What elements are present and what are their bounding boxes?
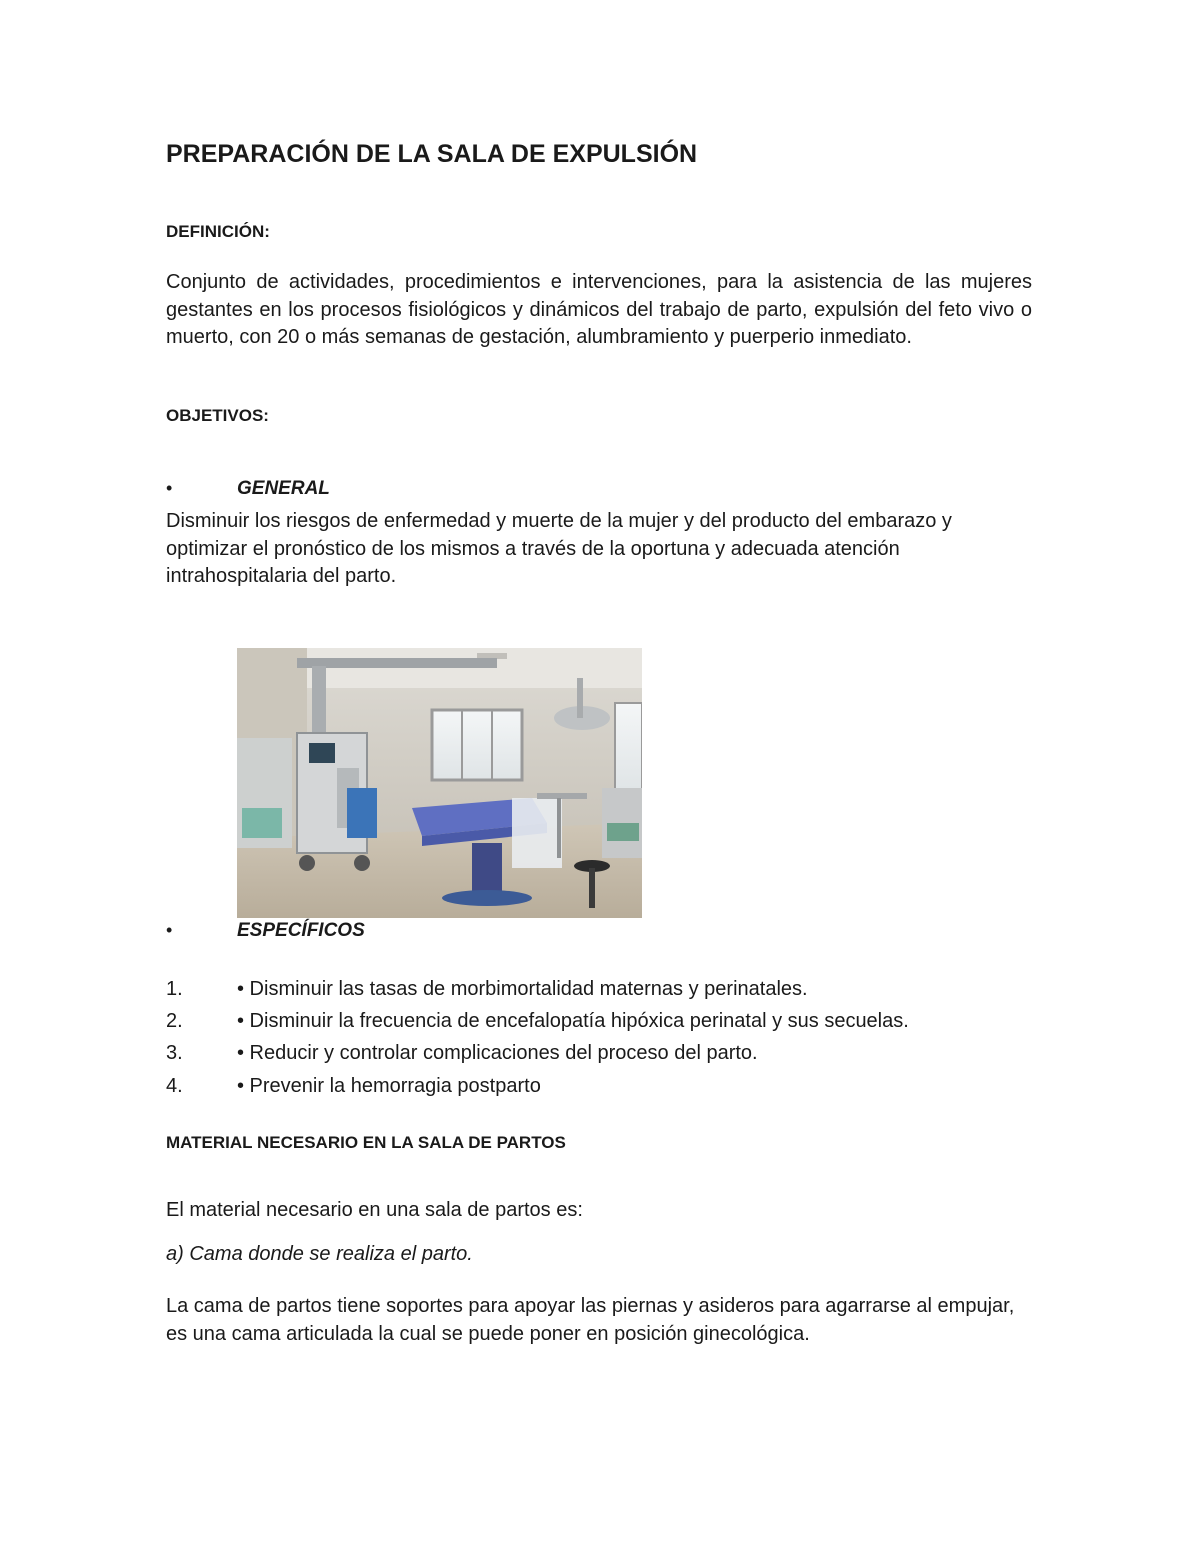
delivery-room-photo bbox=[237, 648, 642, 918]
objectives-heading: OBJETIVOS: bbox=[166, 406, 269, 425]
general-bullet-row bbox=[166, 478, 566, 504]
general-paragraph: Disminuir los riesgos de enfermedad y muerte de la mujer y del producto del embarazo y optimizar el pronóstico de los mismos a través de la oportuna y adecuada atención intrahospitalaria del parto. bbox=[166, 510, 952, 587]
list-number: 3. bbox=[166, 1042, 183, 1064]
document-title: PREPARACIÓN DE LA SALA DE EXPULSIÓN bbox=[166, 140, 698, 168]
general-label: GENERAL bbox=[237, 478, 330, 499]
list-text: • Reducir y controlar complicaciones del proceso del parto. bbox=[237, 1042, 758, 1064]
material-item-a-paragraph: La cama de partos tiene soportes para apoyar las piernas y asideros para agarrarse al empujar, es una cama articulada la cual se puede poner en posición ginecológica. bbox=[166, 1295, 1015, 1345]
list-item bbox=[166, 1075, 1066, 1101]
definition-heading: DEFINICIÓN: bbox=[166, 222, 270, 241]
list-number: 2. bbox=[166, 1010, 183, 1032]
definition-paragraph: Conjunto de actividades, procedimientos e intervenciones, para la asistencia de las mujeres gestantes en los procesos fisiológicos y dinámicos del trabajo de parto, expulsión del feto vivo o muerto, con 20 o más semanas de gestación, alumbramiento y puerperio inmediato. bbox=[166, 271, 1032, 348]
list-item bbox=[166, 1042, 1066, 1068]
list-item bbox=[166, 978, 1066, 1004]
list-text: • Disminuir la frecuencia de encefalopatía hipóxica perinatal y sus secuelas. bbox=[237, 1010, 909, 1032]
list-text: • Prevenir la hemorragia postparto bbox=[237, 1075, 541, 1097]
bullet-icon: • bbox=[166, 920, 173, 940]
list-number: 4. bbox=[166, 1075, 183, 1097]
list-number: 1. bbox=[166, 978, 183, 1000]
list-item bbox=[166, 1010, 1066, 1036]
specific-label: ESPECÍFICOS bbox=[237, 920, 365, 941]
bullet-icon: • bbox=[166, 478, 173, 498]
material-item-a: a) Cama donde se realiza el parto. bbox=[166, 1243, 473, 1265]
material-heading: MATERIAL NECESARIO EN LA SALA DE PARTOS bbox=[166, 1133, 566, 1152]
specific-bullet-row bbox=[166, 920, 566, 946]
list-text: • Disminuir las tasas de morbimortalidad maternas y perinatales. bbox=[237, 978, 808, 1000]
material-intro: El material necesario en una sala de partos es: bbox=[166, 1199, 583, 1221]
